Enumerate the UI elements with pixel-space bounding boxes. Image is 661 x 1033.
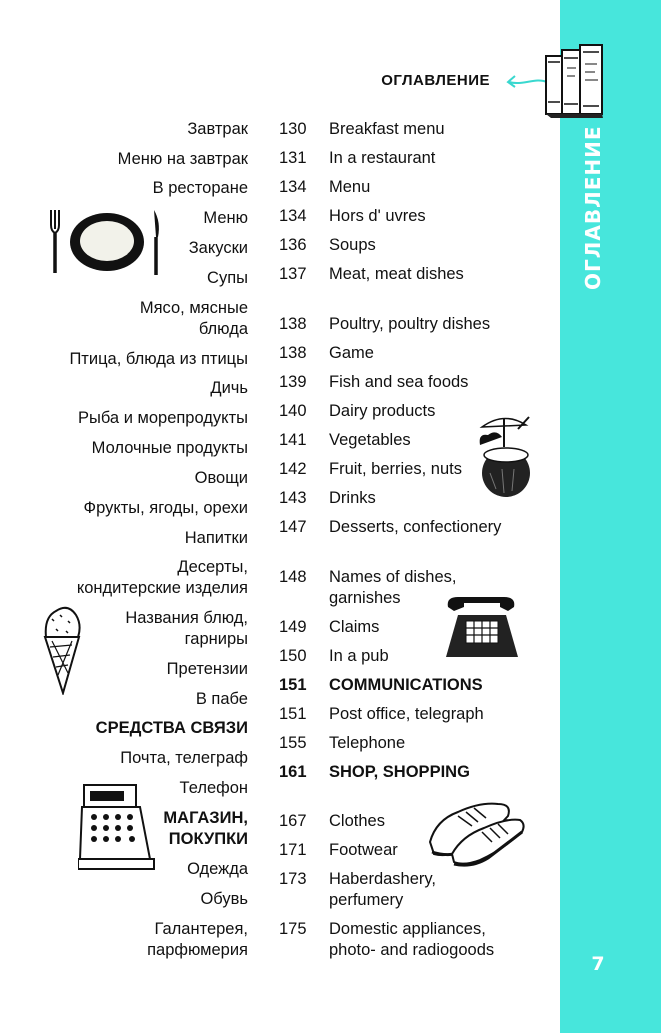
toc-en-text: In a restaurant: [329, 149, 436, 167]
toc-ru-text: Овощи: [194, 469, 248, 487]
toc-ru-text: парфюмерия: [147, 941, 248, 959]
toc-en-text: Soups: [329, 236, 376, 254]
toc-page-number: 147: [279, 518, 307, 536]
toc-page-number: 149: [279, 618, 307, 636]
toc-page-number: 136: [279, 236, 307, 254]
toc-page-number: 150: [279, 647, 307, 665]
toc-ru-text: Десерты,: [177, 558, 248, 576]
toc-en-text: Dairy products: [329, 402, 436, 420]
toc-page-number: 161: [279, 763, 307, 781]
toc-page-number: 139: [279, 373, 307, 391]
toc-en-text: Haberdashery,: [329, 870, 437, 888]
toc-en-text: Desserts, confectionery: [329, 518, 502, 536]
toc-page-number: 155: [279, 734, 307, 752]
toc-ru-text: Галантерея,: [154, 920, 248, 938]
toc-ru-text: Закуски: [188, 239, 248, 257]
toc-en-text: Meat, meat dishes: [329, 265, 464, 283]
toc-en-text: In a pub: [329, 647, 389, 665]
toc-page-number: 134: [279, 178, 307, 196]
coconut-drink-icon: [474, 411, 540, 501]
toc-page-number: 134: [279, 207, 307, 225]
toc-page-number: 175: [279, 920, 307, 938]
toc-page-number: 167: [279, 812, 307, 830]
toc-ru-text: ПОКУПКИ: [168, 830, 248, 848]
toc-ru-text: Рыба и морепродукты: [78, 409, 248, 427]
toc-page-number: 143: [279, 489, 307, 507]
toc-ru-text: блюда: [198, 320, 248, 338]
toc-en-text: garnishes: [329, 589, 401, 607]
toc-ru-text: Названия блюд,: [125, 609, 248, 627]
cash-register-icon: [78, 781, 156, 871]
plate-cutlery-icon: [45, 207, 167, 279]
toc-en-text: Poultry, poultry dishes: [329, 315, 491, 333]
toc-en-text: Clothes: [329, 812, 385, 830]
toc-ru-text: СРЕДСТВА СВЯЗИ: [95, 719, 248, 737]
toc-en-text: Fruit, berries, nuts: [329, 460, 462, 478]
toc-en-text: Post office, telegraph: [329, 705, 484, 723]
toc-en-text: Vegetables: [329, 431, 411, 449]
toc-page-number: 140: [279, 402, 307, 420]
toc-ru-text: гарниры: [184, 630, 248, 648]
toc-ru-text: Напитки: [184, 529, 248, 547]
toc-en-text: Drinks: [329, 489, 376, 507]
toc-page-number: 151: [279, 676, 307, 694]
toc-ru-text: Обувь: [200, 890, 248, 908]
shoes-icon: [428, 792, 526, 870]
toc-en-text: Fish and sea foods: [329, 373, 469, 391]
toc-ru-text: В ресторане: [152, 179, 248, 197]
toc-ru-text: Претензии: [166, 660, 248, 678]
toc-page-number: 148: [279, 568, 307, 586]
toc-ru-text: Молочные продукты: [91, 439, 248, 457]
toc-ru-text: Фрукты, ягоды, орехи: [83, 499, 248, 517]
toc-ru-text: Птица, блюда из птицы: [69, 350, 248, 368]
toc-ru-text: Супы: [207, 269, 248, 287]
toc-page-number: 173: [279, 870, 307, 888]
toc-ru-text: Почта, телеграф: [120, 749, 248, 767]
toc-page-number: 138: [279, 344, 307, 362]
toc-en-text: perfumery: [329, 891, 404, 909]
toc-ru-text: Меню: [203, 209, 248, 227]
toc-en-text: Telephone: [329, 734, 406, 752]
toc-page-number: 138: [279, 315, 307, 333]
page-title: ОГЛАВЛЕНИЕ: [381, 72, 490, 89]
toc-en-text: COMMUNICATIONS: [329, 676, 483, 694]
toc-en-text: SHOP, SHOPPING: [329, 763, 470, 781]
toc-page-number: 141: [279, 431, 307, 449]
toc-ru-text: Одежда: [187, 860, 248, 878]
sidebar-title: ОГЛАВЛЕНИЕ: [581, 125, 605, 290]
toc-en-text: photo- and radiogoods: [329, 941, 495, 959]
toc-page-number: 137: [279, 265, 307, 283]
toc-ru-text: Дичь: [210, 379, 248, 397]
toc-ru-text: В пабе: [195, 690, 248, 708]
toc-en-text: Names of dishes,: [329, 568, 457, 586]
toc-ru-text: Телефон: [179, 779, 248, 797]
toc-ru-text: Мясо, мясные: [139, 299, 248, 317]
toc-ru-text: кондитерские изделия: [76, 579, 248, 597]
toc-en-text: Hors d' uvres: [329, 207, 426, 225]
toc-page-number: 131: [279, 149, 307, 167]
toc-ru-text: Меню на завтрак: [117, 150, 248, 168]
toc-en-text: Breakfast menu: [329, 120, 445, 138]
toc-en-text: Claims: [329, 618, 380, 636]
toc-page-number: 142: [279, 460, 307, 478]
page-number: 7: [591, 953, 605, 975]
books-icon: [543, 42, 605, 118]
toc-en-text: Game: [329, 344, 374, 362]
toc-en-text: Footwear: [329, 841, 398, 859]
toc-en-text: Domestic appliances,: [329, 920, 486, 938]
toc-page-number: 130: [279, 120, 307, 138]
toc-en-text: Menu: [329, 178, 371, 196]
ice-cream-icon: [42, 603, 82, 695]
toc-page-number: 151: [279, 705, 307, 723]
toc-ru-text: МАГАЗИН,: [163, 809, 248, 827]
toc-ru-text: Завтрак: [187, 120, 248, 138]
toc-page-number: 171: [279, 841, 307, 859]
